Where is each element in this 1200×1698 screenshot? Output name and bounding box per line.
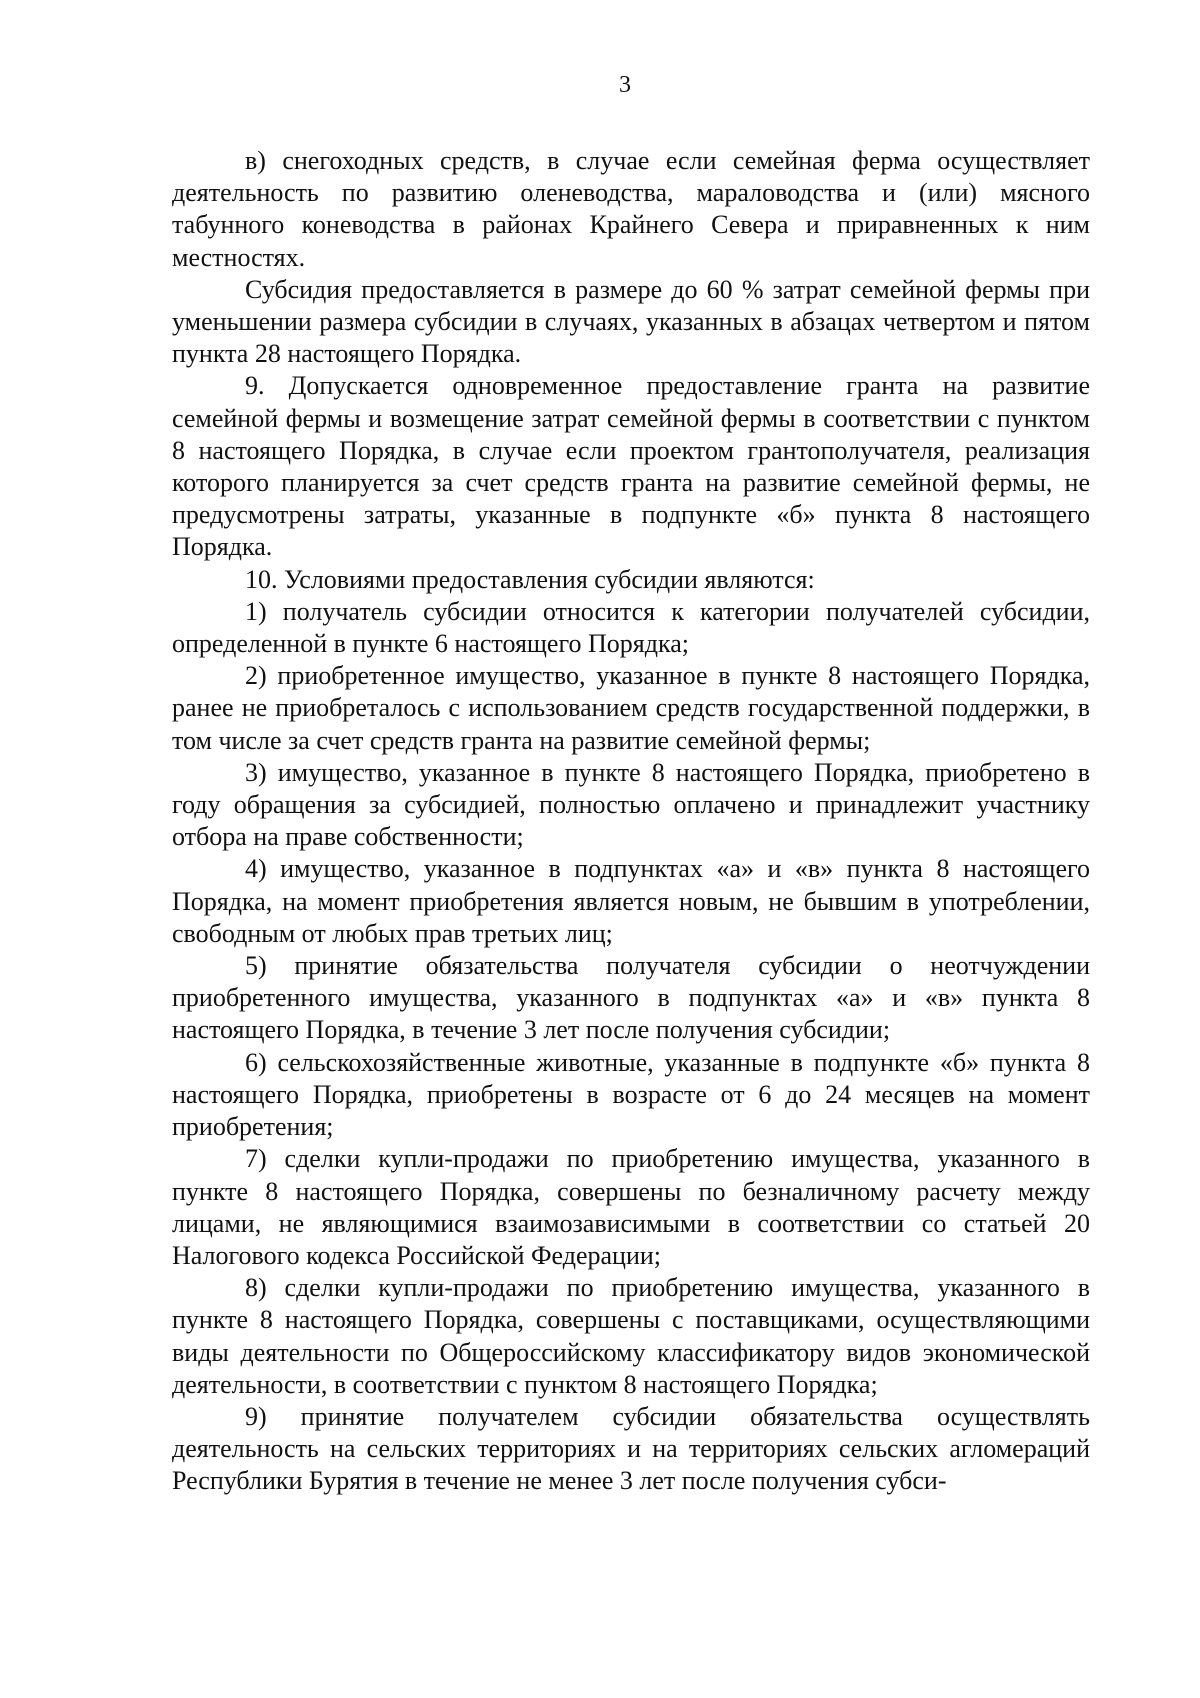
document-body [172,145,1090,1498]
paragraph-condition-2: 2) приобретенное имущество, указанное в пункте 8 настоящего Порядка, ранее не приобреталось с использованием средств государственной поддержки, в том числе за счет средств гранта на развитие семейной фермы; [172,661,1090,755]
paragraph-clause-10-heading: 10. Условиями предоставления субсидии являются: [245,564,815,594]
page-number: 3 [619,72,631,98]
paragraph-condition-7: 7) сделки купли-продажи по приобретению имущества, указанного в пункте 8 настоящего Порядка, совершены по безналичному расчету между лицами, не являющимися взаимозависимыми в соответствии со статьей 20 Налогового кодекса Российской Федерации; [172,1144,1090,1270]
paragraph-condition-5: 5) принятие обязательства получателя субсидии о неотчуждении приобретенного имущества, указанного в подпунктах «а» и «в» пункта 8 настоящего Порядка, в течение 3 лет после получения субсидии; [172,951,1090,1045]
paragraph-condition-4: 4) имущество, указанное в подпунктах «а» и «в» пункта 8 настоящего Порядка, на момент приобретения является новым, не бывшим в употреблении, свободным от любых прав третьих лиц; [172,854,1090,948]
paragraph-subitem-v: в) снегоходных средств, в случае если семейная ферма осуществляет деятельность по развитию оленеводства, мараловодства и (или) мясного табунного коневодства в районах Крайнего Севера и приравненных к ним местностях. [172,146,1090,272]
paragraph-clause-9: 9. Допускается одновременное предоставление гранта на развитие семейной фермы и возмещение затрат семейной фермы в соответствии с пунктом 8 настоящего Порядка, в случае если проектом грантополучателя, реализация которого планируется за счет средств гранта на развитие семейной фермы, не предусмотрены затраты, указанные в подпункте «б» пункта 8 настоящего Порядка. [172,371,1090,562]
paragraph-condition-8: 8) сделки купли-продажи по приобретению имущества, указанного в пункте 8 настоящего Порядка, совершены с поставщиками, осуществляющими виды деятельности по Общероссийскому классификатору видов экономической деятельности, в соответствии с пунктом 8 настоящего Порядка; [172,1273,1090,1399]
paragraph-condition-3: 3) имущество, указанное в пункте 8 настоящего Порядка, приобретено в году обращения за субсидией, полностью оплачено и принадлежит участнику отбора на праве собственности; [172,757,1090,852]
paragraph-condition-1: 1) получатель субсидии относится к категории получателей субсидии, определенной в пункте 6 настоящего Порядка; [172,596,1090,659]
paragraph-subsidy-size: Субсидия предоставляется в размере до 60 % затрат семейной фермы при уменьшении размера субсидии в случаях, указанных в абзацах четвертом и пятом пункта 28 настоящего Порядка. [172,274,1090,369]
paragraph-condition-9: 9) принятие получателем субсидии обязательства осуществлять деятельность на сельских территориях и на территориях сельских агломераций Республики Бурятия в течение не менее 3 лет после получения субси- [172,1401,1090,1496]
paragraph-condition-6: 6) сельскохозяйственные животные, указанные в подпункте «б» пункта 8 настоящего Порядка, приобретены в возрасте от 6 до 24 месяцев на момент приобретения; [172,1047,1090,1142]
